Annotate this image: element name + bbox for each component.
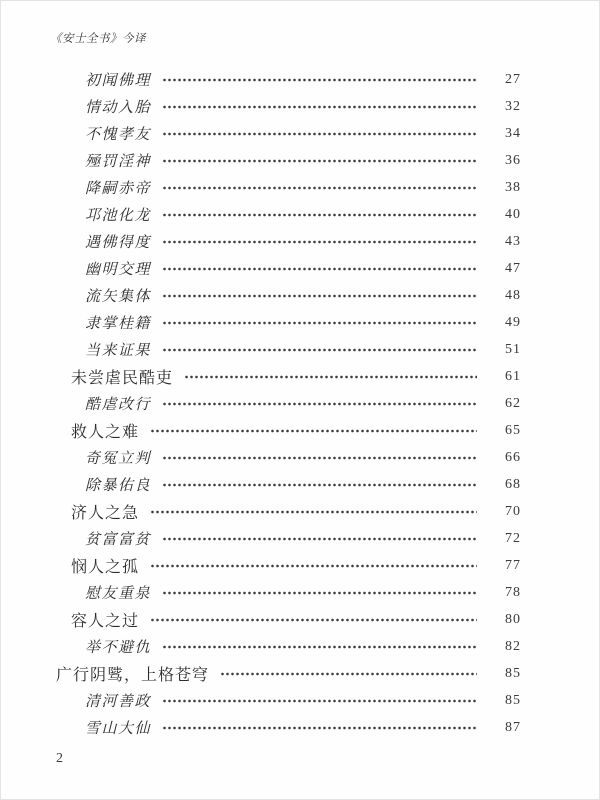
dotted-leader	[150, 509, 477, 515]
toc-row	[51, 201, 521, 228]
toc-entry-title: 流矢集体	[85, 289, 152, 305]
toc-entry-page-number: 65	[505, 422, 521, 438]
dotted-leader	[162, 725, 477, 731]
toc-row	[51, 660, 521, 687]
toc-entry-title: 救人之难	[71, 424, 140, 441]
dotted-leader	[162, 158, 477, 164]
toc-entry-page-number: 78	[505, 584, 521, 600]
toc-entry-page-number: 68	[505, 476, 521, 492]
toc-entry-page-number: 62	[505, 395, 521, 411]
toc-entry-page-number: 40	[505, 206, 521, 222]
dotted-leader	[162, 698, 477, 704]
dotted-leader	[184, 374, 477, 380]
toc-entry-page-number: 66	[505, 449, 521, 465]
toc-entry-title: 未尝虐民酷吏	[71, 370, 174, 387]
dotted-leader	[162, 185, 477, 191]
toc-row	[51, 93, 521, 120]
dotted-leader	[150, 617, 477, 623]
toc-entry-title: 除暴佑良	[85, 478, 152, 494]
toc-entry-page-number: 47	[505, 260, 521, 276]
toc-entry-page-number: 27	[505, 71, 521, 87]
dotted-leader	[162, 401, 477, 407]
toc-entry-page-number: 85	[505, 692, 521, 708]
dotted-leader	[162, 131, 477, 137]
dotted-leader	[162, 590, 477, 596]
toc-row	[51, 174, 521, 201]
dotted-leader	[162, 644, 477, 650]
toc-row	[51, 633, 521, 660]
toc-entry-page-number: 36	[505, 152, 521, 168]
toc-row	[51, 228, 521, 255]
toc-entry-page-number: 87	[505, 719, 521, 735]
toc-entry-page-number: 85	[505, 665, 521, 681]
toc-row	[51, 336, 521, 363]
dotted-leader	[162, 455, 477, 461]
dotted-leader	[162, 212, 477, 218]
toc-entry-title: 遇佛得度	[85, 235, 152, 251]
dotted-leader	[162, 239, 477, 245]
toc-entry-title: 情动入胎	[85, 100, 152, 116]
toc-entry-title: 幽明交理	[85, 262, 152, 278]
toc-entry-page-number: 43	[505, 233, 521, 249]
toc-entry-page-number: 38	[505, 179, 521, 195]
dotted-leader	[150, 563, 477, 569]
dotted-leader	[162, 536, 477, 542]
dotted-leader	[220, 671, 477, 677]
toc-entry-title: 降嗣赤帝	[85, 181, 152, 197]
dotted-leader	[162, 347, 477, 353]
toc-entry-title: 初闻佛理	[85, 73, 152, 89]
toc-entry-title: 举不避仇	[85, 640, 152, 656]
toc-row	[51, 255, 521, 282]
toc-row	[51, 417, 521, 444]
toc-entry-page-number: 72	[505, 530, 521, 546]
toc-row	[51, 363, 521, 390]
toc-row	[51, 552, 521, 579]
toc-entry-title: 酷虐改行	[85, 397, 152, 413]
toc-row	[51, 120, 521, 147]
toc-row	[51, 498, 521, 525]
toc-entry-page-number: 34	[505, 125, 521, 141]
dotted-leader	[162, 77, 477, 83]
toc-entry-title: 隶掌桂籍	[85, 316, 152, 332]
toc-row	[51, 282, 521, 309]
toc-list	[51, 66, 521, 741]
toc-entry-page-number: 61	[505, 368, 521, 384]
toc-entry-page-number: 51	[505, 341, 521, 357]
toc-entry-page-number: 49	[505, 314, 521, 330]
footer-page-number: 2	[56, 751, 63, 766]
toc-entry-title: 容人之过	[71, 613, 140, 630]
toc-entry-page-number: 80	[505, 611, 521, 627]
toc-row	[51, 714, 521, 741]
toc-entry-title: 殛罚淫神	[85, 154, 152, 170]
toc-row	[51, 66, 521, 93]
toc-row	[51, 147, 521, 174]
dotted-leader	[162, 293, 477, 299]
running-header: 《安士全书》今译	[50, 33, 146, 45]
toc-row	[51, 390, 521, 417]
toc-row	[51, 525, 521, 552]
toc-entry-page-number: 70	[505, 503, 521, 519]
toc-row	[51, 309, 521, 336]
toc-entry-title: 悯人之孤	[71, 559, 140, 576]
toc-entry-title: 济人之急	[71, 505, 140, 522]
toc-entry-title: 慰友重泉	[85, 586, 152, 602]
toc-entry-page-number: 48	[505, 287, 521, 303]
toc-row	[51, 579, 521, 606]
dotted-leader	[162, 320, 477, 326]
toc-entry-page-number: 32	[505, 98, 521, 114]
toc-entry-title: 贫富富贫	[85, 532, 152, 548]
dotted-leader	[162, 104, 477, 110]
dotted-leader	[162, 266, 477, 272]
toc-row	[51, 687, 521, 714]
toc-entry-title: 雪山大仙	[85, 721, 152, 737]
toc-entry-title: 清河善政	[85, 694, 152, 710]
toc-entry-title: 广行阴骘，上格苍穹	[56, 667, 210, 684]
toc-entry-title: 奇冤立判	[85, 451, 152, 467]
toc-row	[51, 444, 521, 471]
toc-entry-title: 当来证果	[85, 343, 152, 359]
toc-entry-title: 邛池化龙	[85, 208, 152, 224]
toc-row	[51, 471, 521, 498]
toc-entry-page-number: 77	[505, 557, 521, 573]
dotted-leader	[150, 428, 477, 434]
dotted-leader	[162, 482, 477, 488]
toc-entry-title: 不愧孝友	[85, 127, 152, 143]
toc-row	[51, 606, 521, 633]
toc-entry-page-number: 82	[505, 638, 521, 654]
